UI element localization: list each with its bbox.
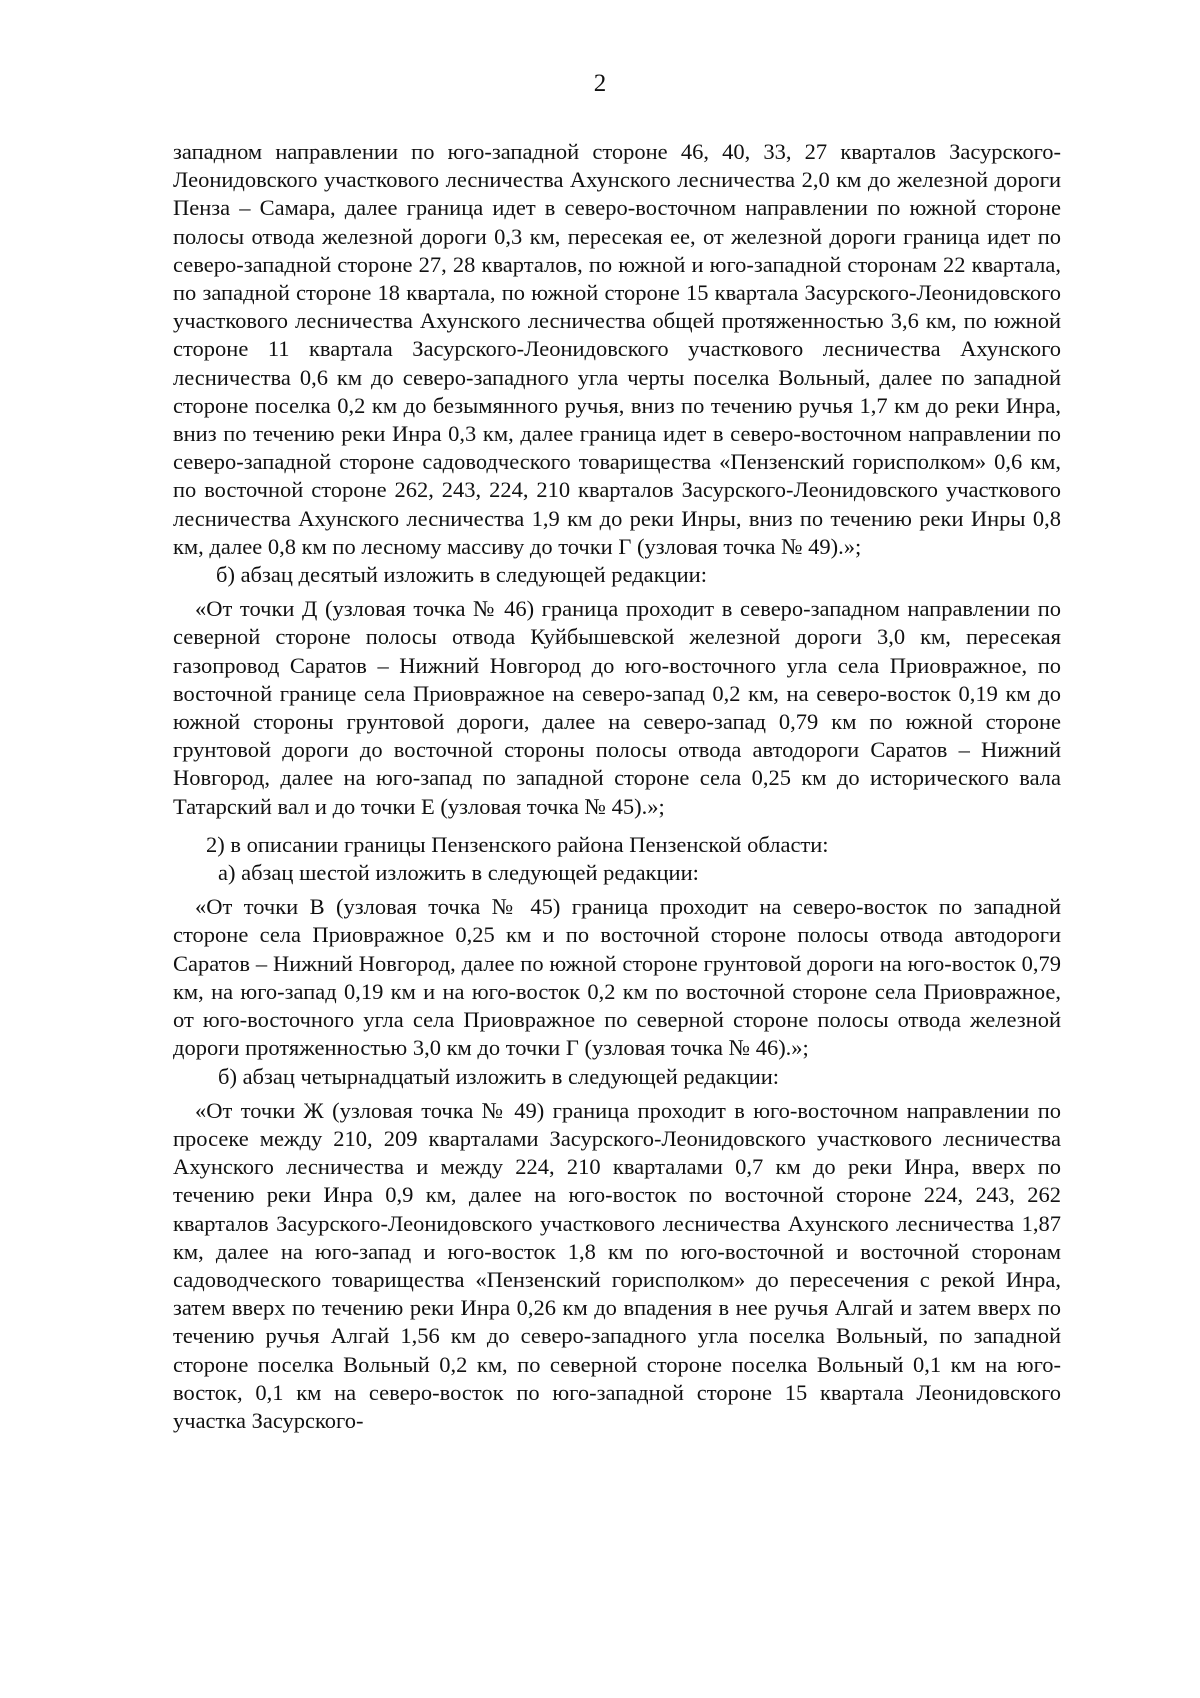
paragraph-quote-point-d: «От точки Д (узловая точка № 46) граница проходит в северо-западном направлении по северной стороне полосы отвода Куйбышевской железной дороги 3,0 км, пересекая газопровод Саратов – Нижний Новгород до юго-восточного угла села Приовражное, по восточной границе села Приовражное на северо-запад 0,2 км, на северо-восток 0,19 км до южной стороны грунтовой дороги, далее на северо-запад 0,79 км по южной стороне грунтовой дороги до восточной стороны полосы отвода автодороги Саратов – Нижний Новгород, далее на юго-запад по западной стороне села 0,25 км до исторического вала Татарский вал и до точки Е (узловая точка № 45).»; — [173, 596, 1061, 819]
page-number: 2 — [593, 70, 607, 97]
paragraph-quote-point-zh: «От точки Ж (узловая точка № 49) граница проходит в юго-восточном направлении по просеке между 210, 209 кварталами Засурского-Леонидовского участкового лесничества Ахунского лесничества и между 224, 210 кварталами 0,7 км до реки Инра, вверх по течению реки Инра 0,9 км, далее на юго-восток по восточной стороне 224, 243, 262 кварталов Засурского-Леонидовского участкового лесничества Ахунского лесничества 1,87 км, далее на юго-запад и юго-восток 1,8 км по юго-восточной и восточной сторонам садоводческого товарищества «Пензенский горисполком» до пересечения с рекой Инра, затем вверх по течению реки Инра 0,26 км до впадения в нее ручья Алгай и затем вверх по течению ручья Алгай 1,56 км до северо-западного угла поселка Вольный, по западной стороне поселка Вольный 0,2 км, по северной стороне поселка Вольный 0,1 км на юго-восток, 0,1 км на северо-восток по юго-западной стороне 15 квартала Леонидовского участка Засурского- — [173, 1097, 1061, 1433]
paragraph-subitem-b-fourteenth: б) абзац четырнадцатый изложить в следующей редакции: — [218, 1063, 780, 1089]
paragraph-subitem-a-sixth: а) абзац шестой изложить в следующей редакции: — [218, 860, 699, 886]
paragraph-quote-point-v: «От точки В (узловая точка № 45) граница проходит на северо-восток по западной стороне села Приовражное 0,25 км и по восточной стороне полосы отвода автодороги Саратов – Нижний Новгород, далее по южной стороне грунтовой дороги на юго-восток 0,79 км, на юго-запад 0,19 км и на юго-восток 0,2 км по восточной стороне села Приовражное, от юго-восточного угла села Приовражное по северной стороне полосы отвода железной дороги протяженностью 3,0 км до точки Г (узловая точка № 46).»; — [173, 894, 1061, 1061]
paragraph-item-2: 2) в описании границы Пензенского района Пензенской области: — [206, 831, 829, 857]
paragraph-subitem-b-tenth: б) абзац десятый изложить в следующей редакции: — [216, 562, 707, 588]
document-body — [173, 138, 1061, 1435]
paragraph-continuation: западном направлении по юго-западной стороне 46, 40, 33, 27 кварталов Засурского-Леонидовского участкового лесничества Ахунского лесничества 2,0 км до железной дороги Пенза – Самара, далее граница идет в северо-восточном направлении по южной стороне полосы отвода железной дороги 0,3 км, пересекая ее, от железной дороги граница идет по северо-западной стороне 27, 28 кварталов, по южной и юго-западной сторонам 22 квартала, по западной стороне 18 квартала, по южной стороне 15 квартала Засурского-Леонидовского участкового лесничества Ахунского лесничества общей протяженностью 3,6 км, по южной стороне 11 квартала Засурского-Леонидовского участкового лесничества Ахунского лесничества 0,6 км до северо-западного угла черты поселка Вольный, далее по западной стороне поселка 0,2 км до безымянного ручья, вниз по течению ручья 1,7 км до реки Инра, вниз по течению реки Инра 0,3 км, далее граница идет в северо-восточном направлении по северо-западной стороне садоводческого товарищества «Пензенский горисполком» 0,6 км, по восточной стороне 262, 243, 224, 210 кварталов Засурского-Леонидовского участкового лесничества Ахунского лесничества 1,9 км до реки Инры, вниз по течению реки Инры 0,8 км, далее 0,8 км по лесному массиву до точки Г (узловая точка № 49).»; — [173, 139, 1061, 559]
